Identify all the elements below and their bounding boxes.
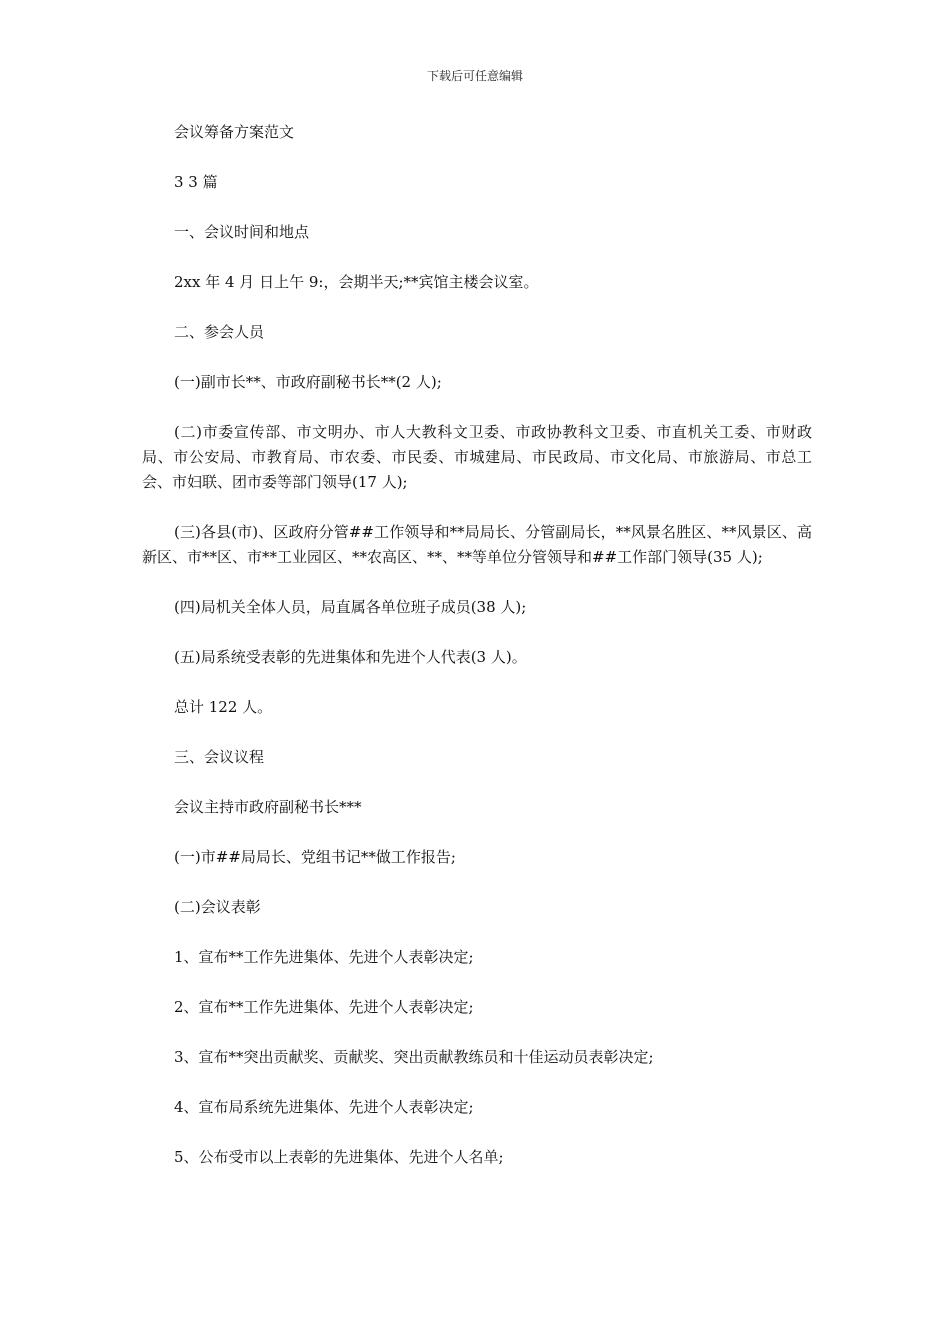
commendation-item-4: 4、宣布局系统先进集体、先进个人表彰决定; — [174, 1098, 474, 1116]
section-heading-attendees: 二、参会人员 — [174, 323, 265, 341]
document-title: 会议筹备方案范文 — [174, 123, 295, 141]
commendation-item-2: 2、宣布**工作先进集体、先进个人表彰决定; — [174, 998, 474, 1016]
time-place-text: 2xx 年 4 月 日上午 9:，会期半天;**宾馆主楼会议室。 — [174, 273, 539, 291]
agenda-item-2: (二)会议表彰 — [174, 898, 261, 916]
attendee-item-3: (三)各县(市)、区政府分管##工作领导和**局局长、分管副局长，**风景名胜区、**风景区、高新区、市**区、市**工业园区、**农高区、**、**等单位分管领导和##工作部门领导(35 人); — [142, 523, 812, 566]
attendee-item-5: (五)局系统受表彰的先进集体和先进个人代表(3 人)。 — [174, 648, 527, 666]
download-note: 下载后可任意编辑 — [426, 69, 523, 83]
section-heading-agenda: 三、会议议程 — [174, 748, 265, 766]
commendation-item-3: 3、宣布**突出贡献奖、贡献奖、突出贡献教练员和十佳运动员表彰决定; — [174, 1048, 654, 1066]
attendee-total: 总计 122 人。 — [174, 698, 273, 716]
article-count: 3 3 篇 — [174, 173, 218, 191]
attendee-item-1: (一)副市长**、市政府副秘书长**(2 人); — [174, 373, 442, 391]
document-body — [142, 120, 812, 1195]
agenda-item-1: (一)市##局局长、党组书记**做工作报告; — [174, 848, 456, 866]
agenda-host: 会议主持市政府副秘书长*** — [174, 798, 362, 816]
commendation-item-5: 5、公布受市以上表彰的先进集体、先进个人名单; — [174, 1148, 504, 1166]
section-heading-time-place: 一、会议时间和地点 — [174, 223, 310, 241]
commendation-item-1: 1、宣布**工作先进集体、先进个人表彰决定; — [174, 948, 474, 966]
attendee-item-2: (二)市委宣传部、市文明办、市人大教科文卫委、市政协教科文卫委、市直机关工委、市财政局、市公安局、市教育局、市农委、市民委、市城建局、市民政局、市文化局、市旅游局、市总工会、市妇联、团市委等部门领导(17 人); — [142, 423, 812, 491]
attendee-item-4: (四)局机关全体人员，局直属各单位班子成员(38 人); — [174, 598, 527, 616]
